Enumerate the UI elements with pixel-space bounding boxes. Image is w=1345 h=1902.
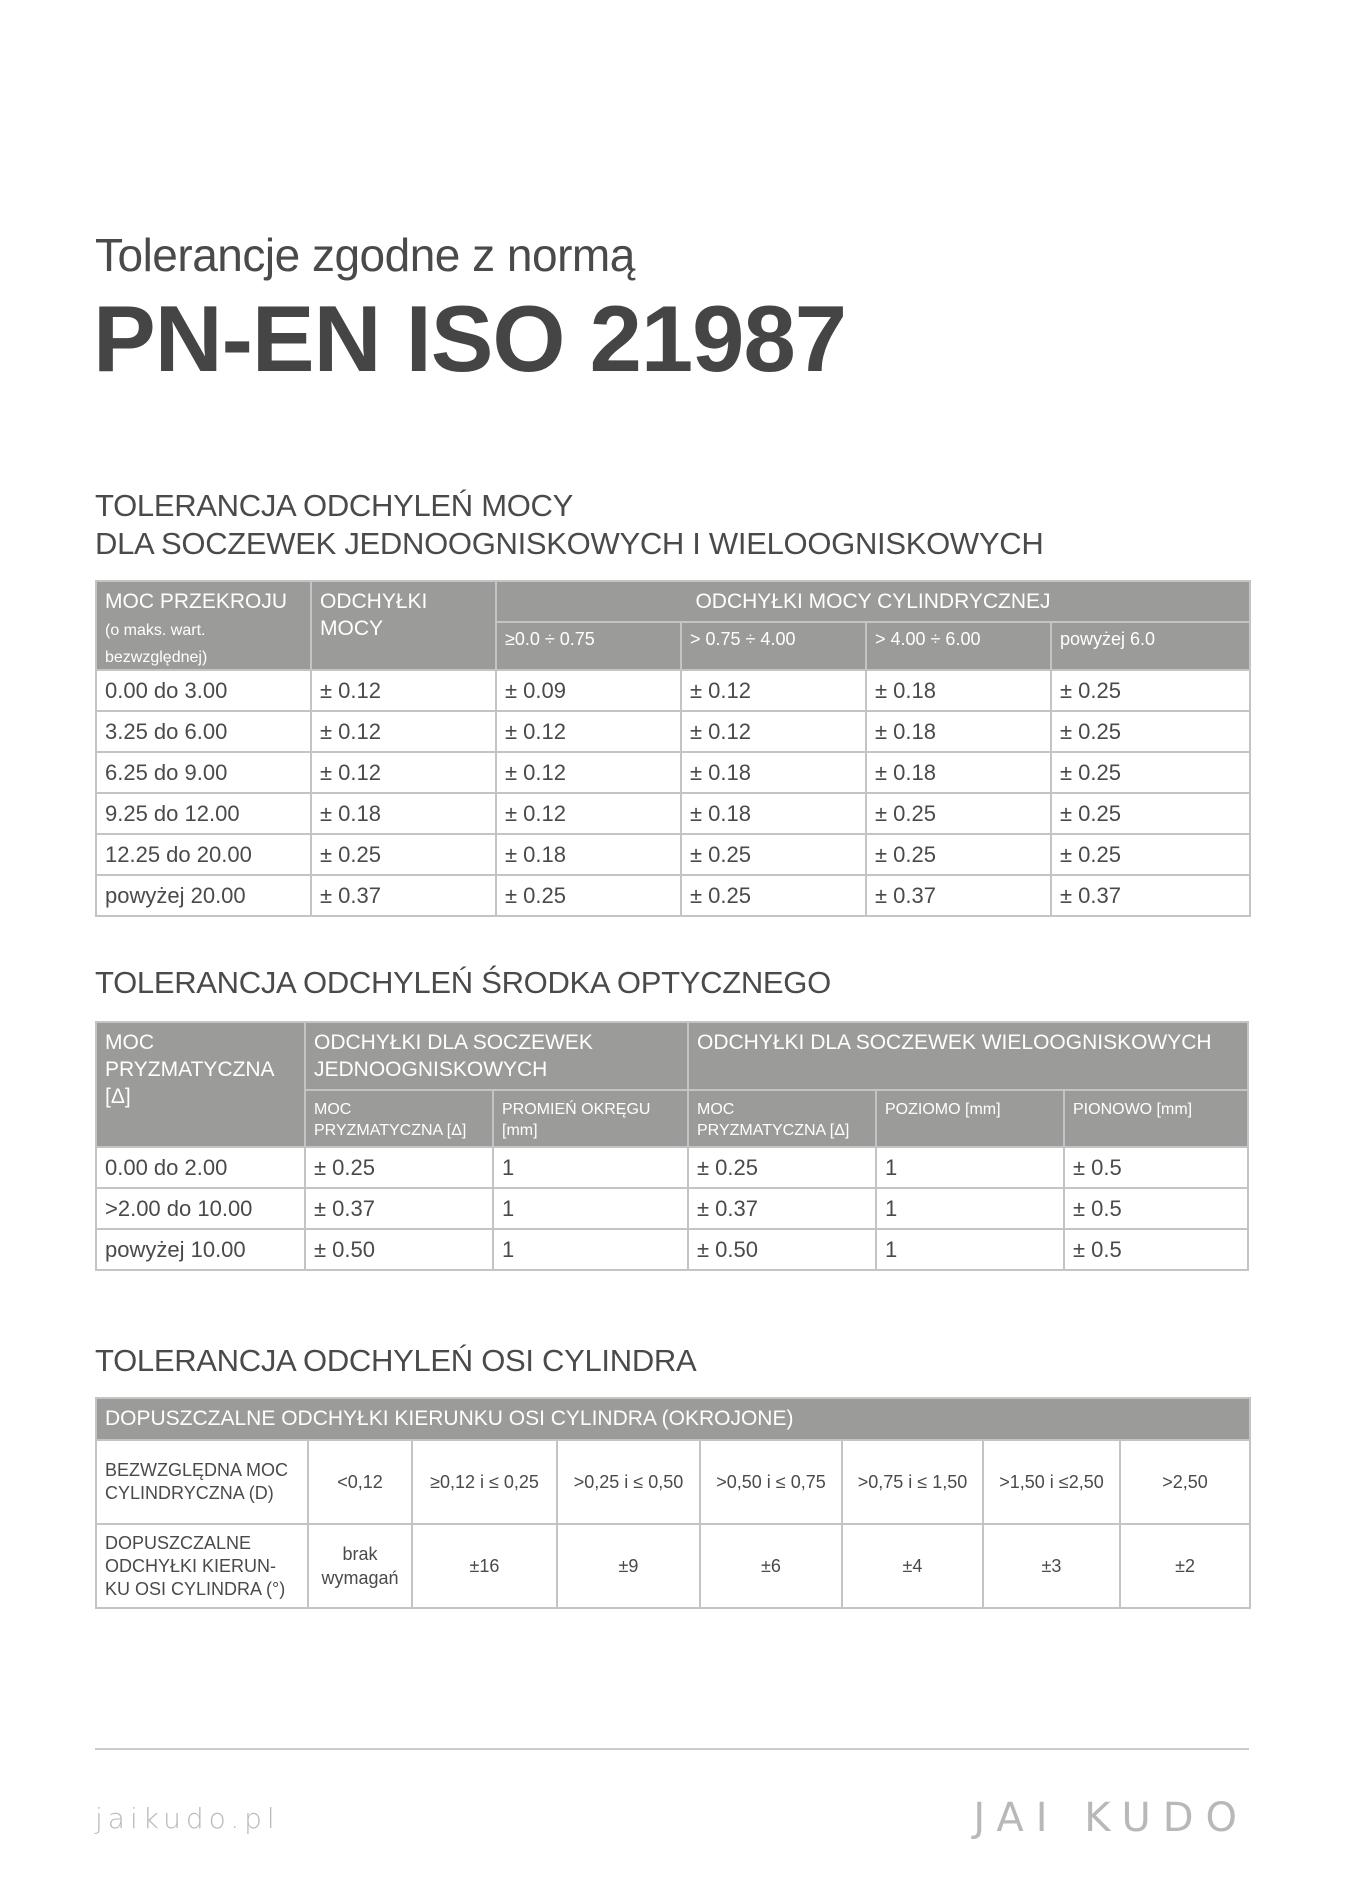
- cell: ±16: [412, 1524, 557, 1608]
- website-link[interactable]: jaikudo.pl: [95, 1802, 280, 1835]
- cell: ± 0.12: [681, 711, 866, 752]
- header-cyl-range-1: ≥0.0 ÷ 0.75: [496, 622, 681, 670]
- cell: 0.00 do 3.00: [96, 670, 311, 711]
- cell: >0,25 i ≤ 0,50: [557, 1440, 700, 1524]
- cell: ≥0,12 i ≤ 0,25: [412, 1440, 557, 1524]
- cell: ± 0.37: [311, 875, 496, 916]
- cell: powyżej 10.00: [96, 1229, 305, 1270]
- header-sv-radius: PROMIEŃ OKRĘGU [mm]: [493, 1090, 688, 1147]
- power-tolerance-table: [95, 580, 1251, 917]
- cell: 12.25 do 20.00: [96, 834, 311, 875]
- cell: ± 0.37: [305, 1188, 493, 1229]
- cell: 1: [876, 1188, 1064, 1229]
- cell: 0.00 do 2.00: [96, 1147, 305, 1188]
- cell: ± 0.25: [681, 875, 866, 916]
- cell: ± 0.12: [496, 752, 681, 793]
- header-power-deviation: ODCHYŁKI MOCY: [311, 581, 496, 670]
- table-row: [96, 711, 1250, 752]
- table-row: [96, 793, 1250, 834]
- table-row: [96, 670, 1250, 711]
- cell: ±4: [842, 1524, 983, 1608]
- cell: ± 0.12: [311, 670, 496, 711]
- table-row: [96, 752, 1250, 793]
- cell: powyżej 20.00: [96, 875, 311, 916]
- section-title-line1: TOLERANCJA ODCHYLEŃ MOCY: [95, 488, 573, 523]
- cell: ±6: [700, 1524, 842, 1608]
- header-cyl-range-3: > 4.00 ÷ 6.00: [866, 622, 1051, 670]
- row-label-cyl-power: BEZWZGLĘDNA MOC CYLINDRYCZNA (D): [96, 1440, 308, 1524]
- table-row: [96, 1229, 1248, 1270]
- cell: 1: [493, 1147, 688, 1188]
- cell: ± 0.50: [688, 1229, 876, 1270]
- page-title: PN-EN ISO 21987: [93, 286, 847, 391]
- cell: ±2: [1120, 1524, 1250, 1608]
- cell: ± 0.37: [866, 875, 1051, 916]
- cell: ± 0.37: [1051, 875, 1250, 916]
- cell: ± 0.18: [866, 752, 1051, 793]
- header-sv-prismatic: MOC PRYZMATYCZNA [Δ]: [305, 1090, 493, 1147]
- cell: ± 0.25: [866, 793, 1051, 834]
- brand-logo: JAI KUDO: [973, 1795, 1249, 1841]
- cell: ± 0.50: [305, 1229, 493, 1270]
- cell: ± 0.18: [496, 834, 681, 875]
- cell: 6.25 do 9.00: [96, 752, 311, 793]
- cell: >1,50 i ≤2,50: [983, 1440, 1120, 1524]
- table-row: [96, 875, 1250, 916]
- table-row: [96, 1524, 1250, 1608]
- section-title-power-tolerance: [95, 487, 1043, 563]
- cell: ± 0.25: [1051, 711, 1250, 752]
- header-cross-section-power: MOC PRZEKROJU (o maks. wart. bezwzględnej): [96, 581, 311, 670]
- cell: ±9: [557, 1524, 700, 1608]
- cell: ± 0.25: [1051, 752, 1250, 793]
- cell: 9.25 do 12.00: [96, 793, 311, 834]
- cell: ± 0.5: [1064, 1229, 1248, 1270]
- table-row: [96, 1147, 1248, 1188]
- header-axis-deviation: DOPUSZCZALNE ODCHYŁKI KIERUNKU OSI CYLINDRA (OKROJONE): [96, 1398, 1250, 1440]
- cell: 1: [493, 1229, 688, 1270]
- section-title-line2: DLA SOCZEWEK JEDNOOGNISKOWYCH I WIELOOGNISKOWYCH: [95, 526, 1044, 561]
- header-prismatic-power: MOC PRYZMATYCZNA [Δ]: [96, 1022, 305, 1147]
- section-title-optical-center: TOLERANCJA ODCHYLEŃ ŚRODKA OPTYCZNEGO: [95, 965, 831, 1000]
- cell: >2,50: [1120, 1440, 1250, 1524]
- cell: >0,75 i ≤ 1,50: [842, 1440, 983, 1524]
- cell: ±3: [983, 1524, 1120, 1608]
- cell: ± 0.12: [311, 711, 496, 752]
- cell: >0,50 i ≤ 0,75: [700, 1440, 842, 1524]
- cell: ± 0.25: [681, 834, 866, 875]
- table-row: [96, 834, 1250, 875]
- cell: 1: [876, 1147, 1064, 1188]
- cell: ± 0.18: [866, 670, 1051, 711]
- section-title-cylinder-axis: TOLERANCJA ODCHYLEŃ OSI CYLINDRA: [95, 1343, 697, 1378]
- header-mf-vertical: PIONOWO [mm]: [1064, 1090, 1248, 1147]
- table-row: [96, 1440, 1250, 1524]
- cell: ± 0.18: [681, 793, 866, 834]
- cell: ± 0.5: [1064, 1188, 1248, 1229]
- cell: brak wymagań: [308, 1524, 412, 1608]
- cell: ± 0.12: [311, 752, 496, 793]
- cell: ± 0.25: [866, 834, 1051, 875]
- page-subtitle: Tolerancje zgodne z normą: [95, 229, 635, 281]
- cell: ± 0.12: [496, 793, 681, 834]
- cell: ± 0.18: [681, 752, 866, 793]
- cell: 3.25 do 6.00: [96, 711, 311, 752]
- cell: >2.00 do 10.00: [96, 1188, 305, 1229]
- cell: ± 0.37: [688, 1188, 876, 1229]
- cell: ± 0.25: [1051, 834, 1250, 875]
- cell: ± 0.25: [496, 875, 681, 916]
- cell: 1: [493, 1188, 688, 1229]
- header-multifocal-group: ODCHYŁKI DLA SOCZEWEK WIELOOGNISKOWYCH: [688, 1022, 1248, 1090]
- footer-divider: [95, 1748, 1249, 1750]
- cell: 1: [876, 1229, 1064, 1270]
- header-mf-prismatic: MOC PRYZMATYCZNA [Δ]: [688, 1090, 876, 1147]
- cylinder-axis-table: [95, 1397, 1251, 1609]
- header-cyl-range-4: powyżej 6.0: [1051, 622, 1250, 670]
- cell: ± 0.09: [496, 670, 681, 711]
- cell: ± 0.18: [311, 793, 496, 834]
- row-label-axis-deviation: DOPUSZCZALNE ODCHYŁKI KIERUN-KU OSI CYLINDRA (°): [96, 1524, 308, 1608]
- cell: ± 0.5: [1064, 1147, 1248, 1188]
- cell: ± 0.12: [681, 670, 866, 711]
- cell: <0,12: [308, 1440, 412, 1524]
- cell: ± 0.25: [688, 1147, 876, 1188]
- optical-center-table: [95, 1021, 1249, 1271]
- header-cyl-range-2: > 0.75 ÷ 4.00: [681, 622, 866, 670]
- cell: ± 0.25: [305, 1147, 493, 1188]
- cell: ± 0.25: [311, 834, 496, 875]
- cell: ± 0.18: [866, 711, 1051, 752]
- header-single-vision-group: ODCHYŁKI DLA SOCZEWEK JEDNOOGNISKOWYCH: [305, 1022, 688, 1090]
- header-cylindrical-power-deviation: ODCHYŁKI MOCY CYLINDRYCZNEJ: [496, 581, 1250, 622]
- cell: ± 0.25: [1051, 793, 1250, 834]
- cell: ± 0.25: [1051, 670, 1250, 711]
- header-mf-horizontal: POZIOMO [mm]: [876, 1090, 1064, 1147]
- table-row: [96, 1188, 1248, 1229]
- cell: ± 0.12: [496, 711, 681, 752]
